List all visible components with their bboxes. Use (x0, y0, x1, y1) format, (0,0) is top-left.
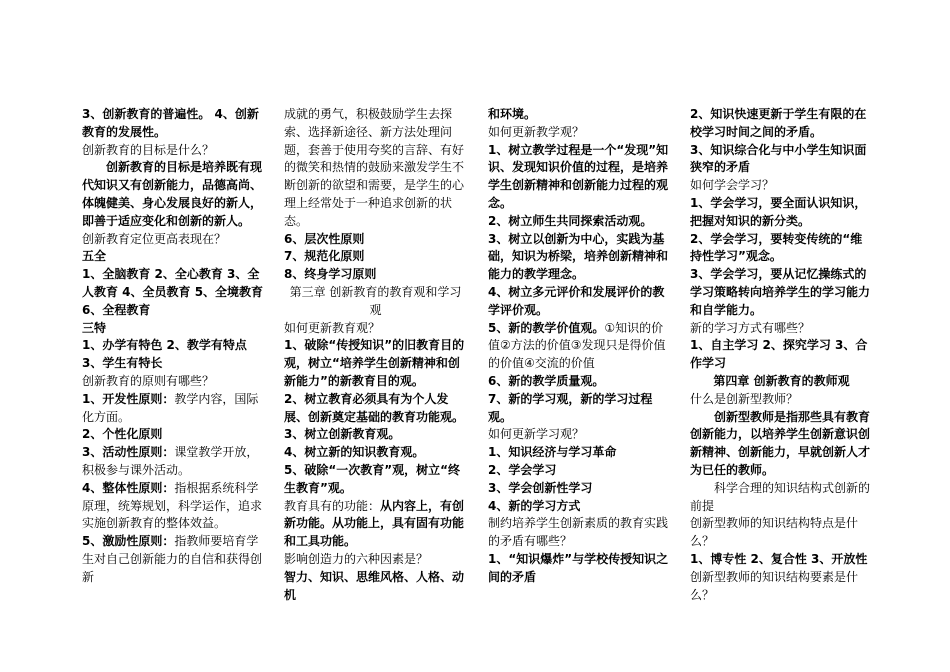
line-text: 第四章 创新教育的教师观 (713, 373, 850, 388)
text-line (82, 248, 265, 266)
text-line (690, 391, 873, 409)
column-4 (690, 106, 873, 604)
line-text: 2、学会学习 (488, 462, 557, 477)
line-text: 3、学会创新性学习 (488, 480, 593, 495)
text-line (82, 426, 265, 444)
line-text: 1、知识经济与学习革命 (488, 445, 617, 460)
column-1 (82, 106, 265, 587)
line-text: 三特 (82, 320, 107, 335)
text-line (690, 195, 873, 231)
text-line (284, 391, 467, 427)
line-text: 1、开发性原则： (82, 391, 175, 406)
text-line (284, 266, 467, 284)
line-text: 1、破除“传授知识”的旧教育目的观，树立“培养学生创新精神和创新能力”的新教育目的观。 (284, 338, 465, 388)
text-line (82, 337, 265, 373)
text-line (284, 444, 467, 462)
line-text: 1、全脑教育 2、全心教育 3、全人教育 4、全员教育 5、全境教育 6、全程教育 (82, 267, 264, 317)
line-text: 创新教育的目标是培养既有现代知识又有创新能力，品德高尚、体魄健美、身心发展良好的新人，即善于适应变化和创新的新人。 (82, 160, 263, 228)
text-line (82, 142, 265, 160)
line-text: 科学合理的知识结构式创新的前提 (690, 480, 871, 513)
line-text: 7、规范化原则 (284, 249, 365, 264)
text-line (488, 391, 671, 427)
line-text: 创新型教师的知识结构特点是什么？ (690, 516, 859, 549)
line-text: 3、创新教育的普遍性。 4、创新教育的发展性。 (82, 107, 259, 139)
text-line (284, 462, 467, 498)
line-text: 创新型教师是指那些具有教育创新能力，以培养学生创新意识创新精神、创新能力，早就创新人才为已任的教师。 (690, 409, 871, 477)
text-line (284, 231, 467, 249)
line-text: 4、新的学习方式 (488, 498, 581, 513)
line-rest: 课堂教学开放，积极参与课外活动。 (82, 445, 259, 477)
text-line (82, 373, 265, 391)
line-text: 3、知识综合化与中小学生知识面狭窄的矛盾 (690, 142, 867, 175)
line-text: 3、树立创新教育观。 (284, 427, 401, 442)
line-text: 1、博专性 2、复合性 3、开放性 (690, 551, 868, 566)
text-line (488, 106, 671, 124)
line-rest: 指教师要培育学生对自己创新能力的自信和获得创新 (82, 534, 263, 584)
line-text: 创新教育的原则有哪些？ (82, 373, 215, 388)
text-line (82, 480, 265, 533)
text-line (690, 480, 873, 516)
text-line (690, 142, 873, 178)
text-line (488, 480, 671, 498)
line-text: 5、破除“一次教育”观，树立“终生教育”观。 (284, 462, 461, 495)
line-text: 如何更新教学观？ (488, 124, 585, 139)
text-line (690, 320, 873, 338)
text-line (488, 462, 671, 480)
text-line (690, 551, 873, 569)
text-line (690, 515, 873, 551)
text-line (82, 444, 265, 480)
line-text: 五全 (82, 249, 107, 264)
text-line (488, 320, 671, 373)
line-text: 2、学会学习，要转变传统的“维持性学习”观念。 (690, 231, 863, 264)
line-text: 6、新的教学质量观。 (488, 373, 605, 388)
line-text: 1、“知识爆炸”与学校传授知识之间的矛盾 (488, 551, 669, 584)
text-line (82, 391, 265, 427)
text-line (284, 248, 467, 266)
line-bold-rest: 从内容上，有创新功能。从功能上，具有固有功能和工具功能。 (284, 498, 465, 549)
line-text: 3、树立以创新为中心，实践为基础，知识为桥梁，培养创新精神和能力的教学理念。 (488, 231, 669, 282)
text-line (488, 426, 671, 444)
line-text: 和环境。 (488, 107, 537, 121)
text-line (690, 337, 873, 373)
text-line (690, 266, 873, 319)
line-text: 7、新的学习观，新的学习过程观。 (488, 391, 653, 424)
line-text: 1、自主学习 2、探究学习 3、合作学习 (690, 338, 868, 371)
text-line (488, 444, 671, 462)
line-text: 第三章 创新教育的教育观和学习观 (289, 284, 462, 317)
text-line (82, 266, 265, 319)
line-rest: 指根据系统科学原理，统筹规划，科学运作，追求实施创新教育的整体效益。 (82, 480, 263, 531)
text-line (690, 231, 873, 267)
line-text: 制约培养学生创新素质的教育实践的矛盾有哪些？ (488, 516, 669, 549)
text-line (284, 284, 467, 320)
line-text: 6、层次性原则 (284, 231, 365, 246)
line-text: 3、活动性原则： (82, 445, 175, 460)
line-text: 什么是创新型教师？ (690, 391, 799, 406)
line-text: 如何更新教育观？ (284, 320, 381, 335)
text-line (284, 106, 467, 231)
line-text: 创新教育的目标是什么？ (82, 142, 215, 157)
line-text: 2、知识快速更新于学生有限的在校学习时间之间的矛盾。 (690, 107, 867, 139)
line-text: 1、办学有特色 2、教学有特点 3、学生有特长 (82, 338, 247, 371)
text-line (284, 426, 467, 444)
line-text: 1、树立教学过程是一个“发现”知识、发现知识价值的过程，是培养学生创新精神和创新能力过程的观念。 (488, 142, 669, 210)
text-line (284, 498, 467, 551)
line-text: 智力、知识、思维风格、人格、动机 (284, 569, 465, 602)
text-line (488, 213, 671, 231)
text-line (284, 337, 467, 390)
line-text: 2、个性化原则 (82, 427, 163, 442)
text-line (284, 320, 467, 338)
line-text: 新的学习方式有哪些？ (690, 320, 811, 335)
line-text: 2、树立教育必须具有为个人发展、创新奠定基础的教育功能观。 (284, 391, 465, 424)
line-text: 创新教育定位更高表现在？ (82, 231, 227, 246)
text-line (284, 569, 467, 605)
text-line (284, 551, 467, 569)
line-text: 教育具有的功能： (284, 498, 381, 513)
line-text: 4、树立多元评价和发展评价的教学评价观。 (488, 284, 665, 317)
text-line (488, 373, 671, 391)
line-text: 2、树立师生共同探索活动观。 (488, 213, 653, 228)
line-text: 5、新的教学价值观。 (488, 320, 605, 335)
text-line (82, 231, 265, 249)
text-line (82, 533, 265, 586)
line-text: 影响创造力的六种因素是？ (284, 551, 429, 566)
line-text: 3、学会学习，要从记忆操练式的学习策略转向培养学生的学习能力和自学能力。 (690, 267, 871, 317)
line-text: 创新型教师的知识结构要素是什么？ (690, 569, 859, 602)
text-line (690, 373, 873, 391)
text-line (690, 409, 873, 480)
text-line (488, 515, 671, 551)
line-text: 1、学会学习，要全面认识知识，把握对知识的新分类。 (690, 195, 867, 228)
text-line (82, 320, 265, 338)
text-line (690, 569, 873, 605)
text-line (690, 106, 873, 142)
line-rest: ①知识的价值②方法的价值③发现只是得价值的价值④交流的价值 (488, 320, 666, 371)
text-line (82, 106, 265, 142)
text-line (690, 177, 873, 195)
text-line (488, 124, 671, 142)
line-text: 4、树立新的知识教育观。 (284, 445, 425, 460)
text-line (488, 551, 671, 587)
line-text: 4、整体性原则： (82, 480, 175, 495)
line-text: 如何学会学习？ (690, 178, 775, 193)
line-text: 成就的勇气，积极鼓励学生去探索、选择新途径、新方法处理问题，套善于使用夸奖的言辞、有好的微笑和热情的鼓励来激发学生不断创新的欲望和需要，是学生的心理上经常处于一种追求创新的状态。 (284, 107, 465, 228)
line-text: 如何更新学习观？ (488, 427, 585, 442)
column-2 (284, 106, 467, 604)
text-line (488, 284, 671, 320)
text-line (488, 498, 671, 516)
text-line (488, 142, 671, 213)
line-text: 8、终身学习原则 (284, 267, 377, 282)
column-3 (488, 106, 671, 587)
line-text: 5、激励性原则： (82, 534, 175, 549)
text-line (82, 159, 265, 230)
text-line (488, 231, 671, 284)
line-rest: 教学内容，国际化方面。 (82, 391, 259, 424)
